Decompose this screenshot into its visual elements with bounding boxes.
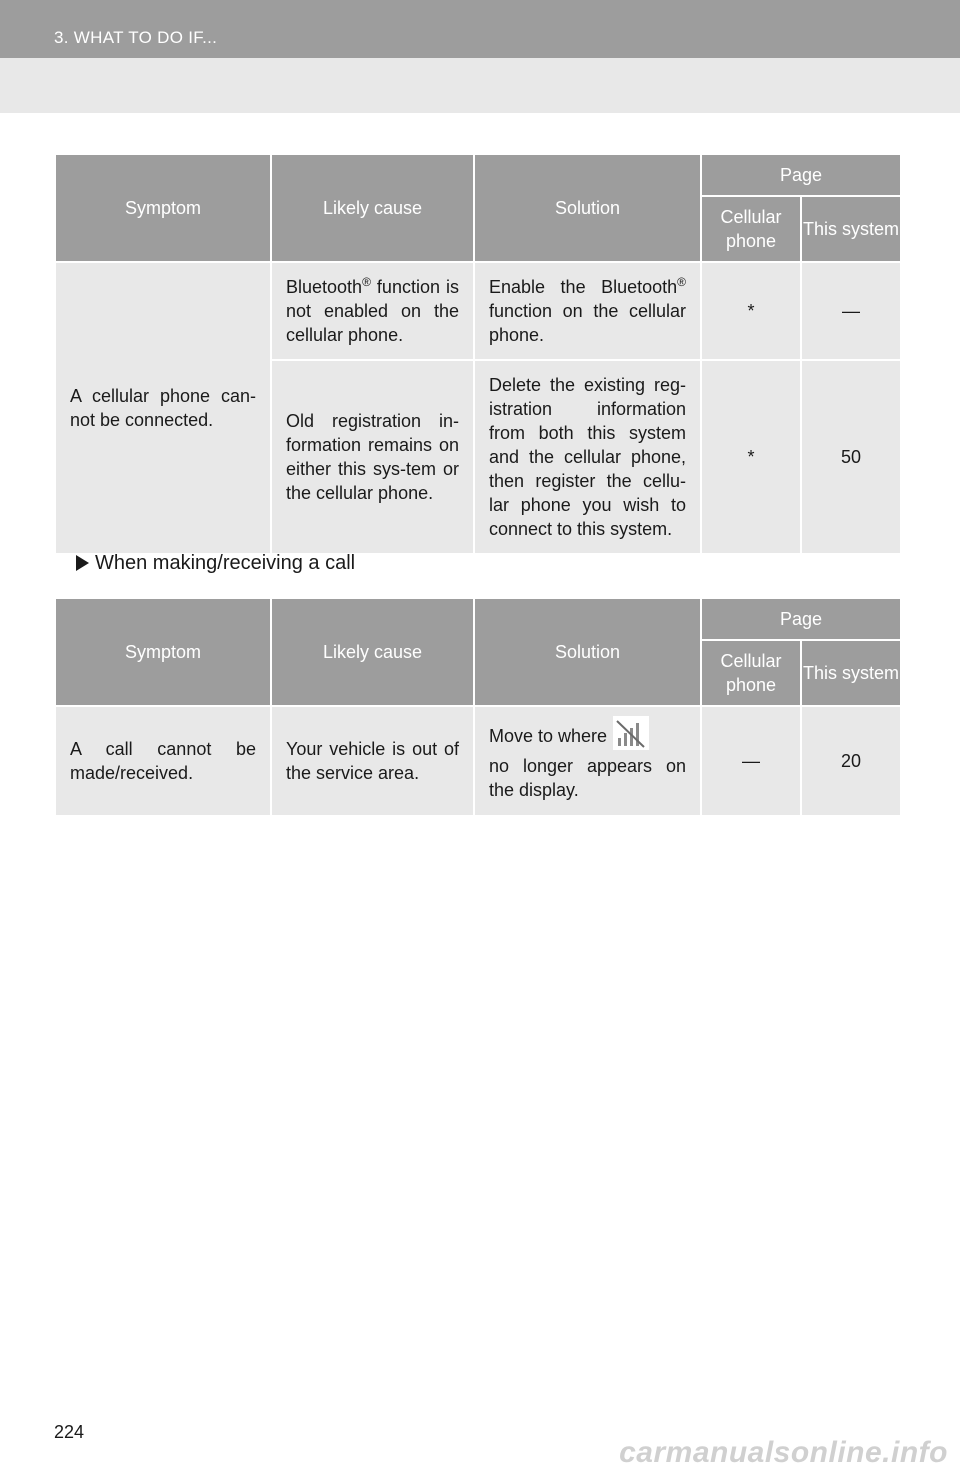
cellular-phone-page-cell: *: [701, 360, 801, 554]
cause-cell: Your vehicle is out of the service area.: [271, 706, 474, 816]
no-signal-icon: [613, 716, 649, 750]
cause-cell: [271, 262, 474, 360]
chapter-header: [0, 0, 960, 58]
section-heading: [76, 552, 355, 575]
col-header-likely-cause: Likely cause: [271, 154, 474, 262]
col-header-solution: Solution: [474, 154, 701, 262]
this-system-page-cell: 20: [801, 706, 901, 816]
table-row: [55, 262, 901, 360]
registered-mark: ®: [362, 275, 371, 289]
page-number: 224: [54, 1422, 85, 1442]
cellular-phone-page-cell: —: [701, 706, 801, 816]
solution-text: Enable the Bluetooth: [489, 277, 678, 297]
col-header-cellular-phone: Cellular phone: [701, 640, 801, 706]
this-system-page-cell: —: [801, 262, 901, 360]
watermark: carmanualsonline.info: [619, 1436, 948, 1469]
solution-text: Move to where: [489, 725, 608, 746]
troubleshooting-table-calls: [54, 597, 902, 817]
col-header-solution: Solution: [474, 598, 701, 706]
solution-cell: [474, 262, 701, 360]
cause-cell: Old registration in-formation remains on either this sys-tem or the cellular phone.: [271, 360, 474, 554]
triangle-bullet-icon: [76, 555, 89, 571]
col-header-symptom: Symptom: [55, 598, 271, 706]
col-header-this-system: This system: [801, 196, 901, 262]
troubleshooting-table-connection: [54, 153, 902, 555]
cause-text: Bluetooth: [286, 277, 363, 297]
this-system-page-cell: 50: [801, 360, 901, 554]
col-header-page: Page: [701, 154, 901, 196]
symptom-cell: A cellular phone can-not be connected.: [55, 262, 271, 554]
header-band: [0, 58, 960, 113]
col-header-this-system: This system: [801, 640, 901, 706]
section-heading-text: When making/receiving a call: [95, 552, 356, 574]
table-row: [55, 706, 901, 816]
registered-mark: ®: [677, 275, 686, 289]
col-header-likely-cause: Likely cause: [271, 598, 474, 706]
col-header-symptom: Symptom: [55, 154, 271, 262]
symptom-cell: A call cannot be made/received.: [55, 706, 271, 816]
solution-cell: Delete the existing reg-istration information from both this system and the cellular phone, then register the cellu-lar phone you wish to connect to this system.: [474, 360, 701, 554]
cause-text: function is not enabled on the cellular phone.: [286, 277, 459, 345]
cellular-phone-page-cell: *: [701, 262, 801, 360]
col-header-cellular-phone: Cellular phone: [701, 196, 801, 262]
solution-text: function on the cellular phone.: [489, 301, 686, 345]
solution-cell: [474, 706, 701, 816]
col-header-page: Page: [701, 598, 901, 640]
solution-text: no longer appears on the display.: [489, 756, 686, 800]
chapter-title: 3. WHAT TO DO IF...: [54, 28, 218, 47]
